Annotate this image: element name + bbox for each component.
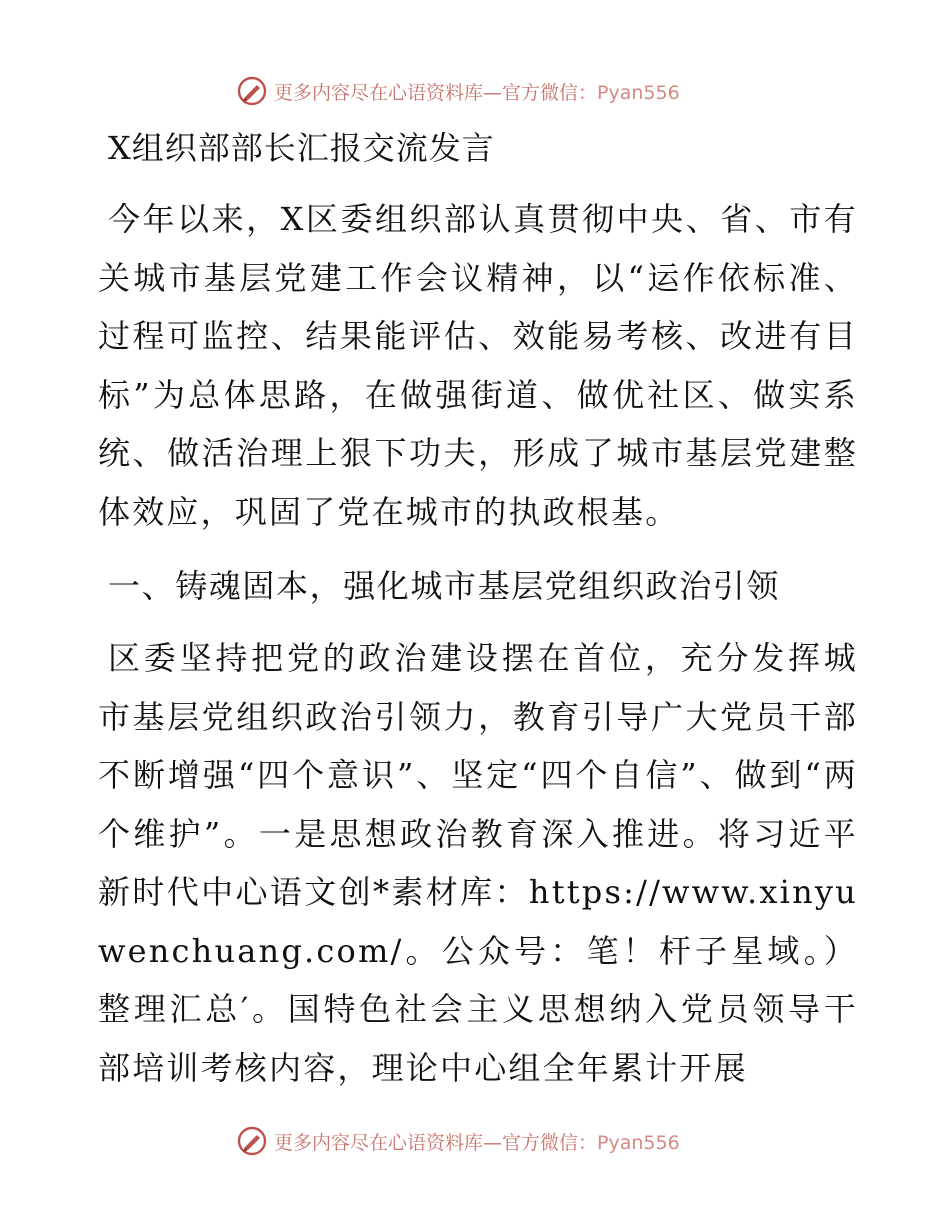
pen-logo-icon: [236, 75, 268, 107]
paragraph-section-1: 区委坚持把党的政治建设摆在首位，充分发挥城市基层党组织政治引领力，教育引导广大党员干部不断增强“四个意识”、坚定“四个自信”、做到“两个维护”。一是思想政治教育深入推进。将习近平新时代中心语文创*素材库：https://www.xinyuwenchuang.com/。公众号：笔！杆子星域。）整理汇总′。国特色社会主义思想纳入党员领导干部培训考核内容，理论中心组全年累计开展: [98, 639, 858, 1087]
footer-watermark: [236, 1124, 716, 1158]
pen-logo-icon: [236, 1125, 268, 1157]
watermark-text: 更多内容尽在心语资料库—官方微信：Pyan556: [274, 1131, 680, 1154]
document-title: X组织部部长汇报交流发言: [108, 129, 495, 167]
document-body: [98, 124, 858, 1097]
section-heading-1: 一、铸魂固本，强化城市基层党组织政治引领: [108, 567, 781, 605]
paragraph-intro: 今年以来，X区委组织部认真贯彻中央、省、市有关城市基层党建工作会议精神，以“运作依标准、过程可监控、结果能评估、效能易考核、改进有目标”为总体思路，在做强街道、做优社区、做实系统、做活治理上狠下功夫，形成了城市基层党建整体效应，巩固了党在城市的执政根基。: [98, 200, 858, 531]
watermark-text: 更多内容尽在心语资料库—官方微信：Pyan556: [274, 81, 680, 104]
header-watermark: [236, 74, 716, 108]
